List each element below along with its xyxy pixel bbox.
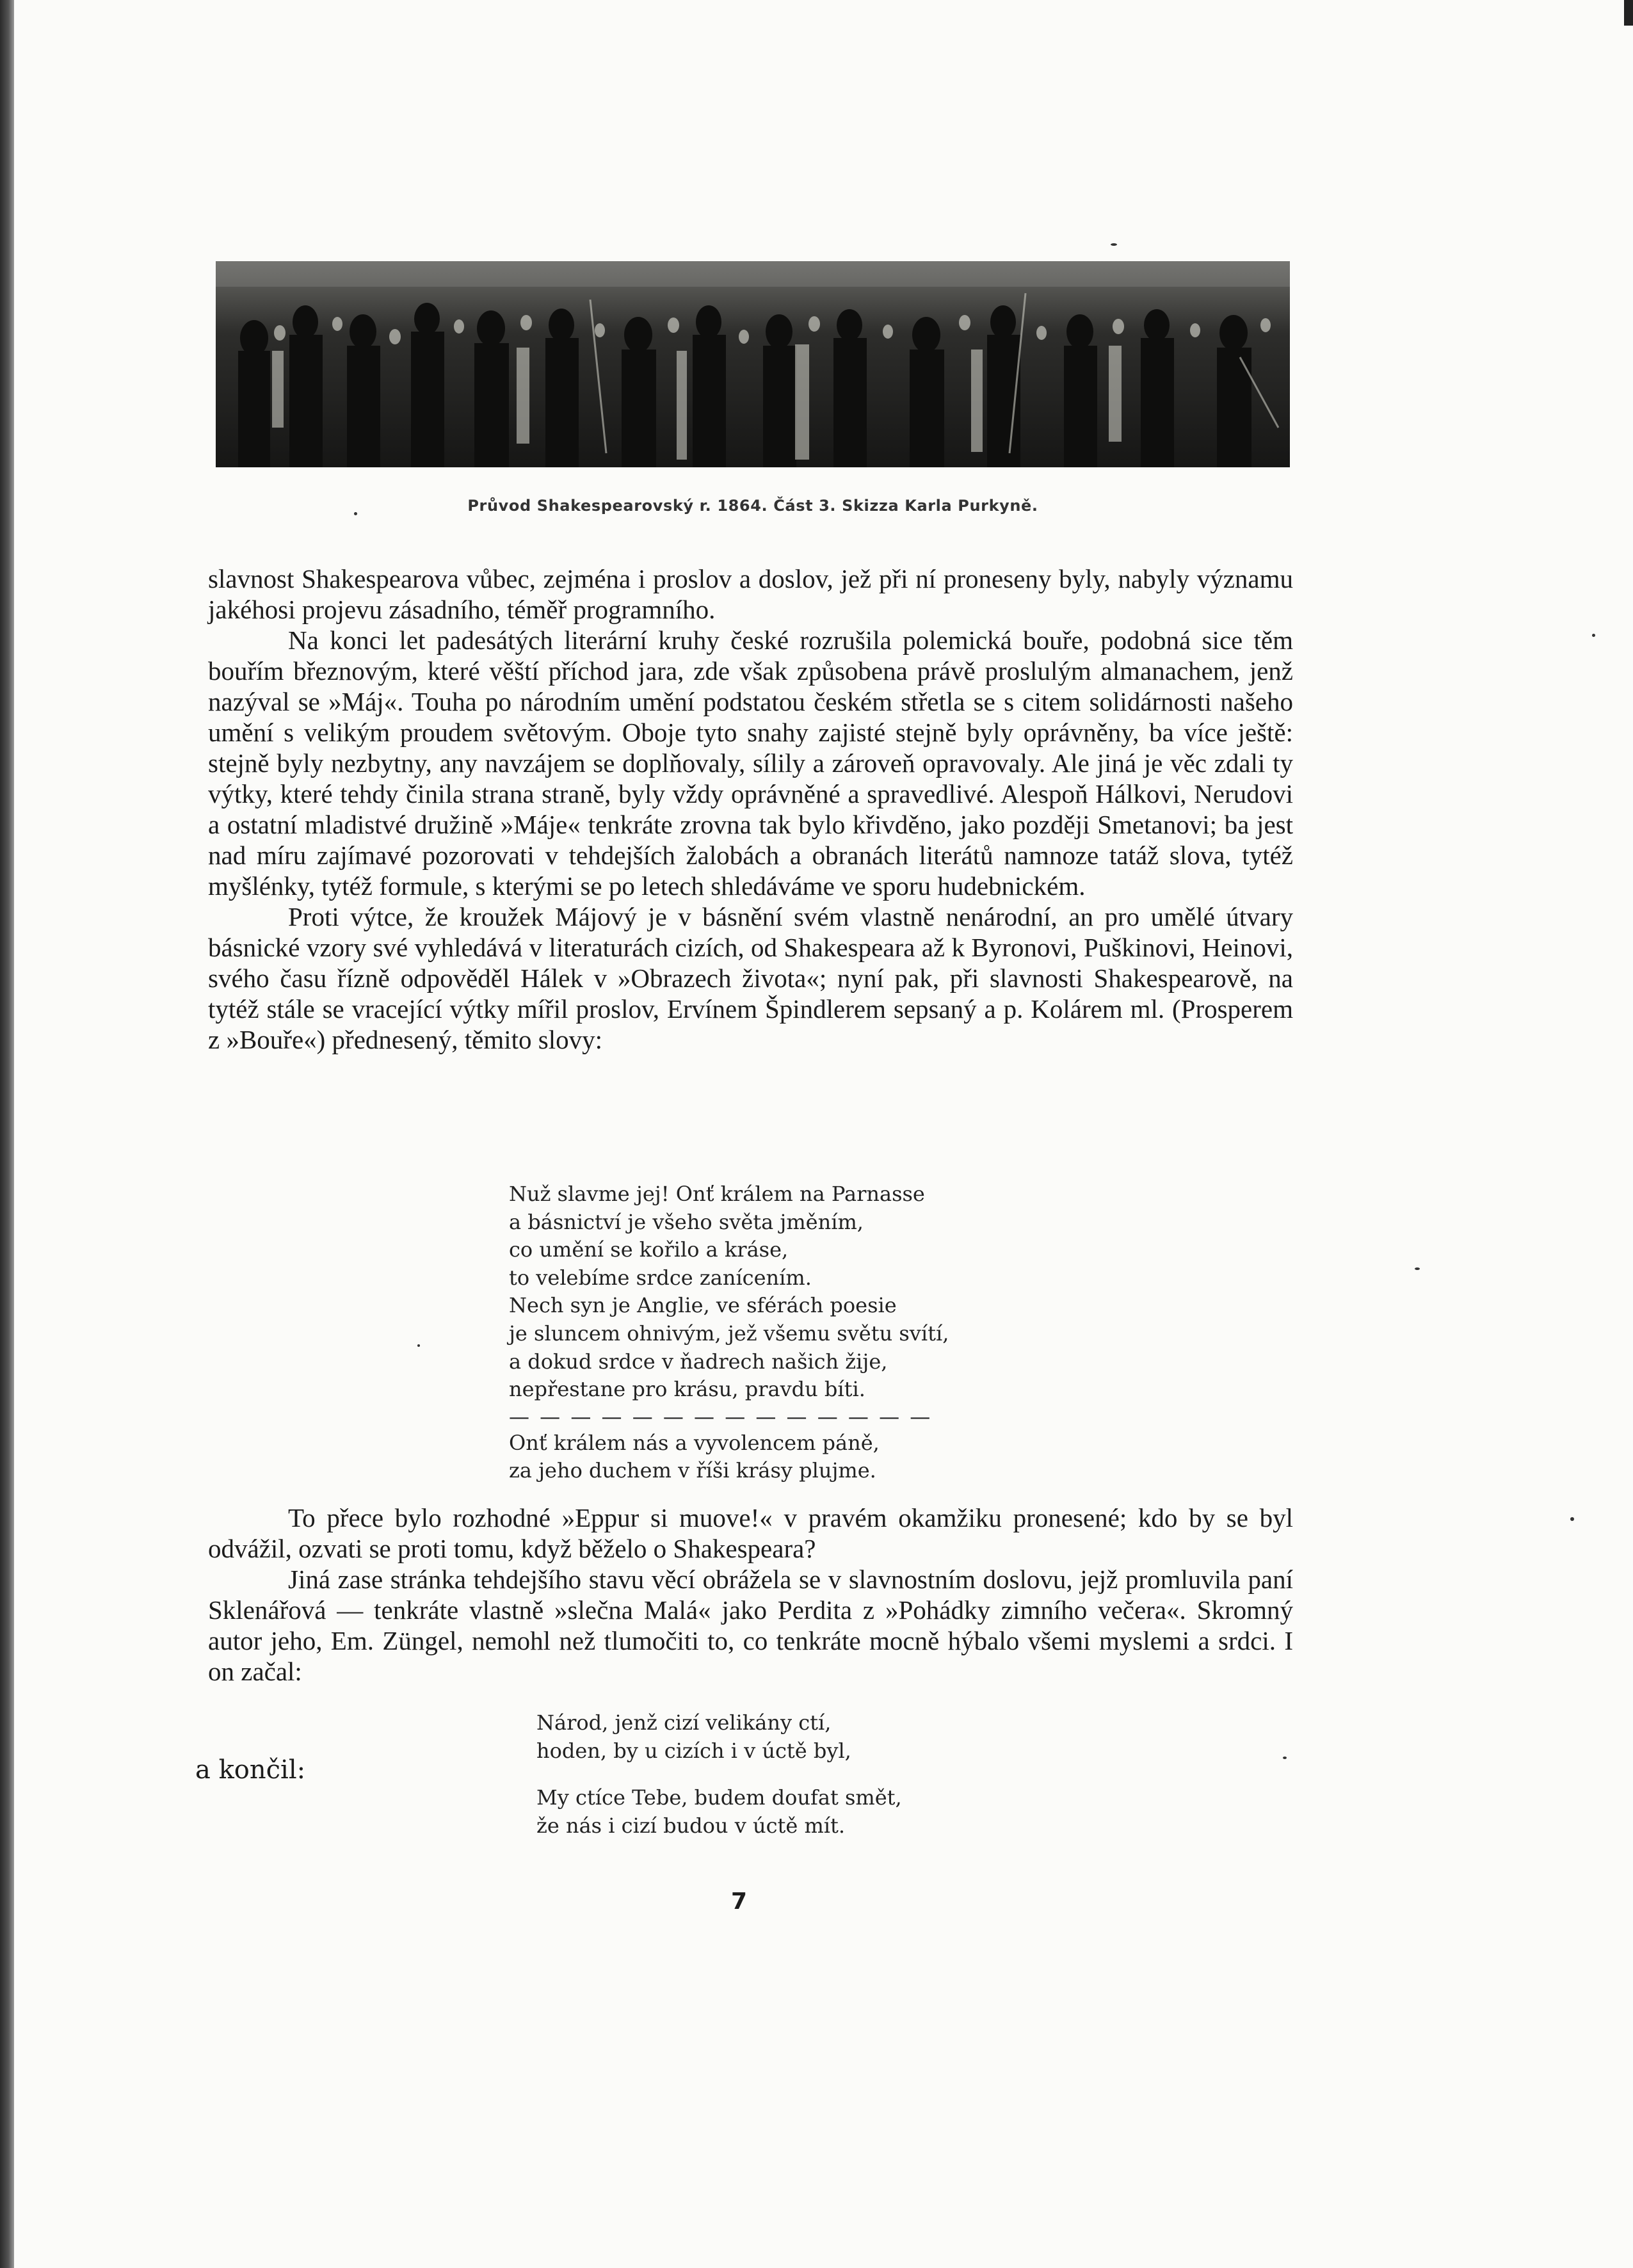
procession-illustration xyxy=(216,261,1290,467)
poem-line: nepřestane pro krásu, pravdu bíti. xyxy=(509,1377,865,1402)
paragraph: Proti výtce, že kroužek Májový je v básnění svém vlastně nenárodní, an pro umělé útvary básnické vzory své vyhledává v literaturách cizích, od Shakespeara až k Byronovi, Puškinovi, Heinovi, svého času řízně odpověděl Hálek v »Obrazech života«; nyní pak, při slavnosti Shakespearově, na tytéž stále se vracející výtky mířil proslov, Ervínem Špindlerem sepsaný a p. Kolárem ml. (Prosperem z »Bouře«) přednesený, těmito slovy: xyxy=(208,902,1293,1054)
procession-sketch-image xyxy=(216,261,1290,467)
poem-line: Nuž slavme jej! Onť králem na Parnasse xyxy=(509,1182,925,1206)
poem-line: Nech syn je Anglie, ve sférách poesie xyxy=(509,1293,897,1318)
paragraph: slavnost Shakespearova vůbec, zejména i proslov a doslov, jež při ní proneseny byly, nabyly významu jakéhosi projevu zásadního, téměř programního. xyxy=(208,564,1293,624)
scan-speck xyxy=(1283,1757,1287,1759)
poem-line: a básnictví je všeho světa jměním, xyxy=(509,1209,864,1234)
poem-epilogue-opening xyxy=(536,1709,851,1765)
poem-prologue xyxy=(509,1180,949,1485)
poem-line: co umění se kořilo a kráse, xyxy=(509,1237,789,1262)
page-number: 7 xyxy=(731,1888,748,1915)
book-spine-edge xyxy=(0,0,14,2268)
scan-speck xyxy=(1111,243,1117,246)
paragraph: Na konci let padesátých literární kruhy české rozrušila polemická bouře, podobná sice těm bouřím březnovým, které věští příchod jara, zde však způsobena právě proslulým almanachem, jenž nazýval se »Máj«. Touha po národním umění podstatou českém střetla se s citem solidárnosti našeho umění s velikým proudem světovým. Oboje tyto snahy zajisté stejně byly oprávněny, ba více ještě: stejně byly nezbytny, any navzájem se doplňovaly, sílily a zároveň opravovaly. Ale jiná je věc zdali ty výtky, které tehdy činila strana straně, byly vždy oprávněné a spravedlivé. Alespoň Hálkovi, Nerudovi a ostatní mladistvé družině »Máje« tenkráte zrovna tak bylo křivděno, jako později Smetanovi; ba jest nad míru zajímavé pozorovati v tehdejších žalobách a obranách literátů namnoze tatáž slova, tytéž myšlénky, tytéž formule, s kterými se po letech shledáváme ve sporu hudebnickém. xyxy=(208,625,1293,901)
paragraph: Jiná zase stránka tehdejšího stavu věcí obrážela se v slavnostním doslovu, jejž promluvila paní Sklenářová — tenkráte vlastně »slečna Malá« jako Perdita z »Pohádky zimního večera«. Skromný autor jeho, Em. Züngel, nemohl než tlumočiti to, co tenkráte mocně hýbalo všemi myslemi a srdci. I on začal: xyxy=(208,1564,1293,1686)
poem-line: že nás i cizí budou v úctě mít. xyxy=(536,1813,846,1838)
scan-speck xyxy=(417,1344,420,1347)
poem-line: hoden, by u cizích i v úctě byl, xyxy=(536,1738,851,1763)
poem-line: Onť králem nás a vyvolencem páně, xyxy=(509,1430,880,1455)
text-block-1 xyxy=(208,563,1293,1055)
figure-caption: Průvod Shakespearovský r. 1864. Část 3. Skizza Karla Purkyně. xyxy=(467,497,1038,515)
inline-transition-text: a končil: xyxy=(195,1755,306,1785)
poem-line: Národ, jenž cizí velikány ctí, xyxy=(536,1710,832,1735)
poem-line: za jeho duchem v říši krásy plujme. xyxy=(509,1458,876,1483)
poem-epilogue-ending xyxy=(536,1784,902,1840)
poem-line: je sluncem ohnivým, jež všemu světu svítí, xyxy=(509,1321,949,1346)
poem-line: My ctíce Tebe, budem doufat smět, xyxy=(536,1785,902,1810)
poem-omission-dashes: — — — — — — — — — — — — — — xyxy=(509,1404,933,1429)
scan-speck xyxy=(1415,1267,1420,1270)
text-block-2 xyxy=(208,1502,1293,1687)
poem-line: a dokud srdce v ňadrech našich žije, xyxy=(509,1349,888,1374)
scan-speck xyxy=(1592,634,1595,637)
paragraph: To přece bylo rozhodné »Eppur si muove!« v pravém okamžiku pronesené; kdo by se byl odvážil, ozvati se proti tomu, když běželo o Shakespeara? xyxy=(208,1503,1293,1563)
scan-speck xyxy=(1570,1517,1574,1521)
scan-speck xyxy=(354,512,357,515)
poem-line: to velebíme srdce zanícením. xyxy=(509,1265,812,1290)
scan-corner-mark xyxy=(1624,0,1633,26)
